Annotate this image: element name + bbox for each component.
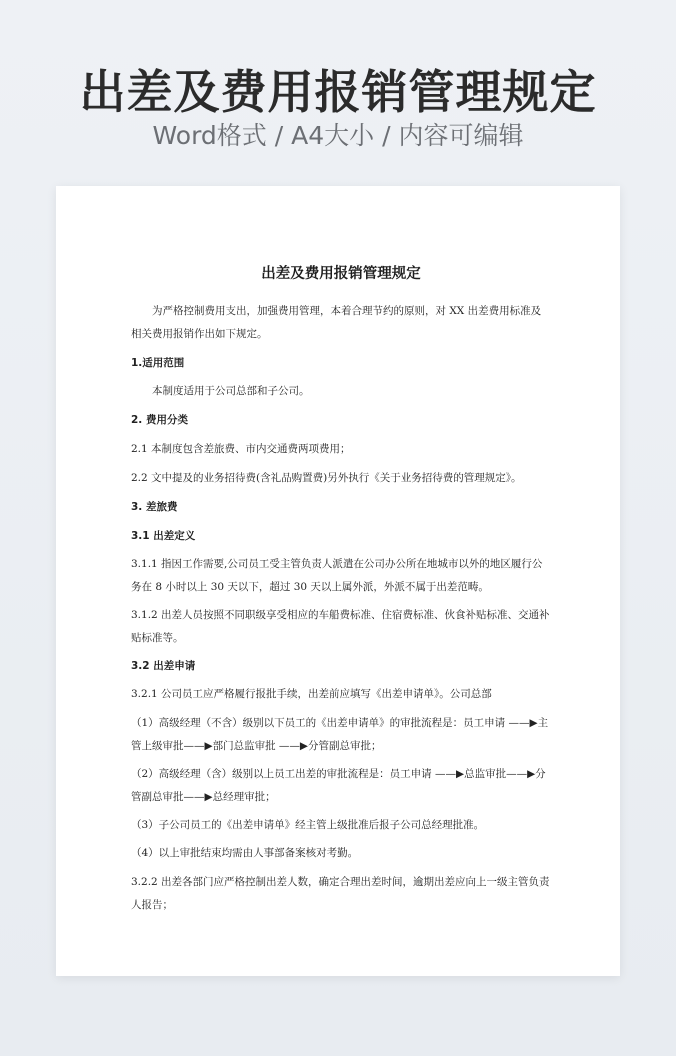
approval-item-4: （4）以上审批结束均需由人事部备案核对考勤。 xyxy=(131,847,359,859)
clause-2-1: 2.1 本制度包含差旅费、市内交通费两项费用； xyxy=(131,443,351,455)
document-title: 出差及费用报销管理规定 xyxy=(261,266,421,282)
banner-subtitle: Word格式 / A4大小 / 内容可编辑 xyxy=(152,121,524,150)
subsection-heading-definition: 3.1 出差定义 xyxy=(131,530,196,542)
section-heading-scope: 1.适用范围 xyxy=(131,357,185,369)
approval-item-1: （1）高级经理（不含）级别以下员工的《出差申请单》的审批流程是：员工申请 ——▶主管上级审批——▶部门总监审批 ——▶分管副总审批； xyxy=(131,717,549,752)
clause-2-2: 2.2 文中提及的业务招待费(含礼品购置费)另外执行《关于业务招待费的管理规定》。 xyxy=(131,472,522,484)
clause-3-2-2: 3.2.2 出差各部门应严格控制出差人数，确定合理出差时间，逾期出差应向上一级主管负责人报告； xyxy=(131,876,550,911)
approval-item-3: （3）子公司员工的《出差申请单》经主管上级批准后报子公司总经理批准。 xyxy=(131,819,485,831)
section-heading-travel: 3. 差旅费 xyxy=(131,501,178,513)
document-page xyxy=(56,186,620,976)
clause-3-1-1: 3.1.1 指因工作需要,公司员工受主管负责人派遣在公司办公所在地城市以外的地区履行公务在 8 小时以上 30 天以下，超过 30 天以上属外派，外派不属于出差范畴。 xyxy=(131,558,543,593)
subsection-heading-application: 3.2 出差申请 xyxy=(131,660,196,672)
approval-item-2: （2）高级经理（含）级别以上员工出差的审批流程是：员工申请 ——▶总监审批——▶分管副总审批——▶总经理审批； xyxy=(131,768,546,803)
scope-paragraph: 本制度适用于公司总部和子公司。 xyxy=(152,385,310,397)
intro-paragraph: 为严格控制费用支出，加强费用管理，本着合理节约的原则，对 XX 出差费用标准及相关费用报销作出如下规定。 xyxy=(131,305,542,340)
clause-3-1-2: 3.1.2 出差人员按照不同职级享受相应的车船费标准、住宿费标准、伙食补贴标准、交通补贴标准等。 xyxy=(131,609,550,644)
banner-title: 出差及费用报销管理规定 xyxy=(79,65,597,119)
section-heading-categories: 2. 费用分类 xyxy=(131,414,188,426)
clause-3-2-1: 3.2.1 公司员工应严格履行报批手续，出差前应填写《出差申请单》。公司总部 xyxy=(131,688,492,700)
